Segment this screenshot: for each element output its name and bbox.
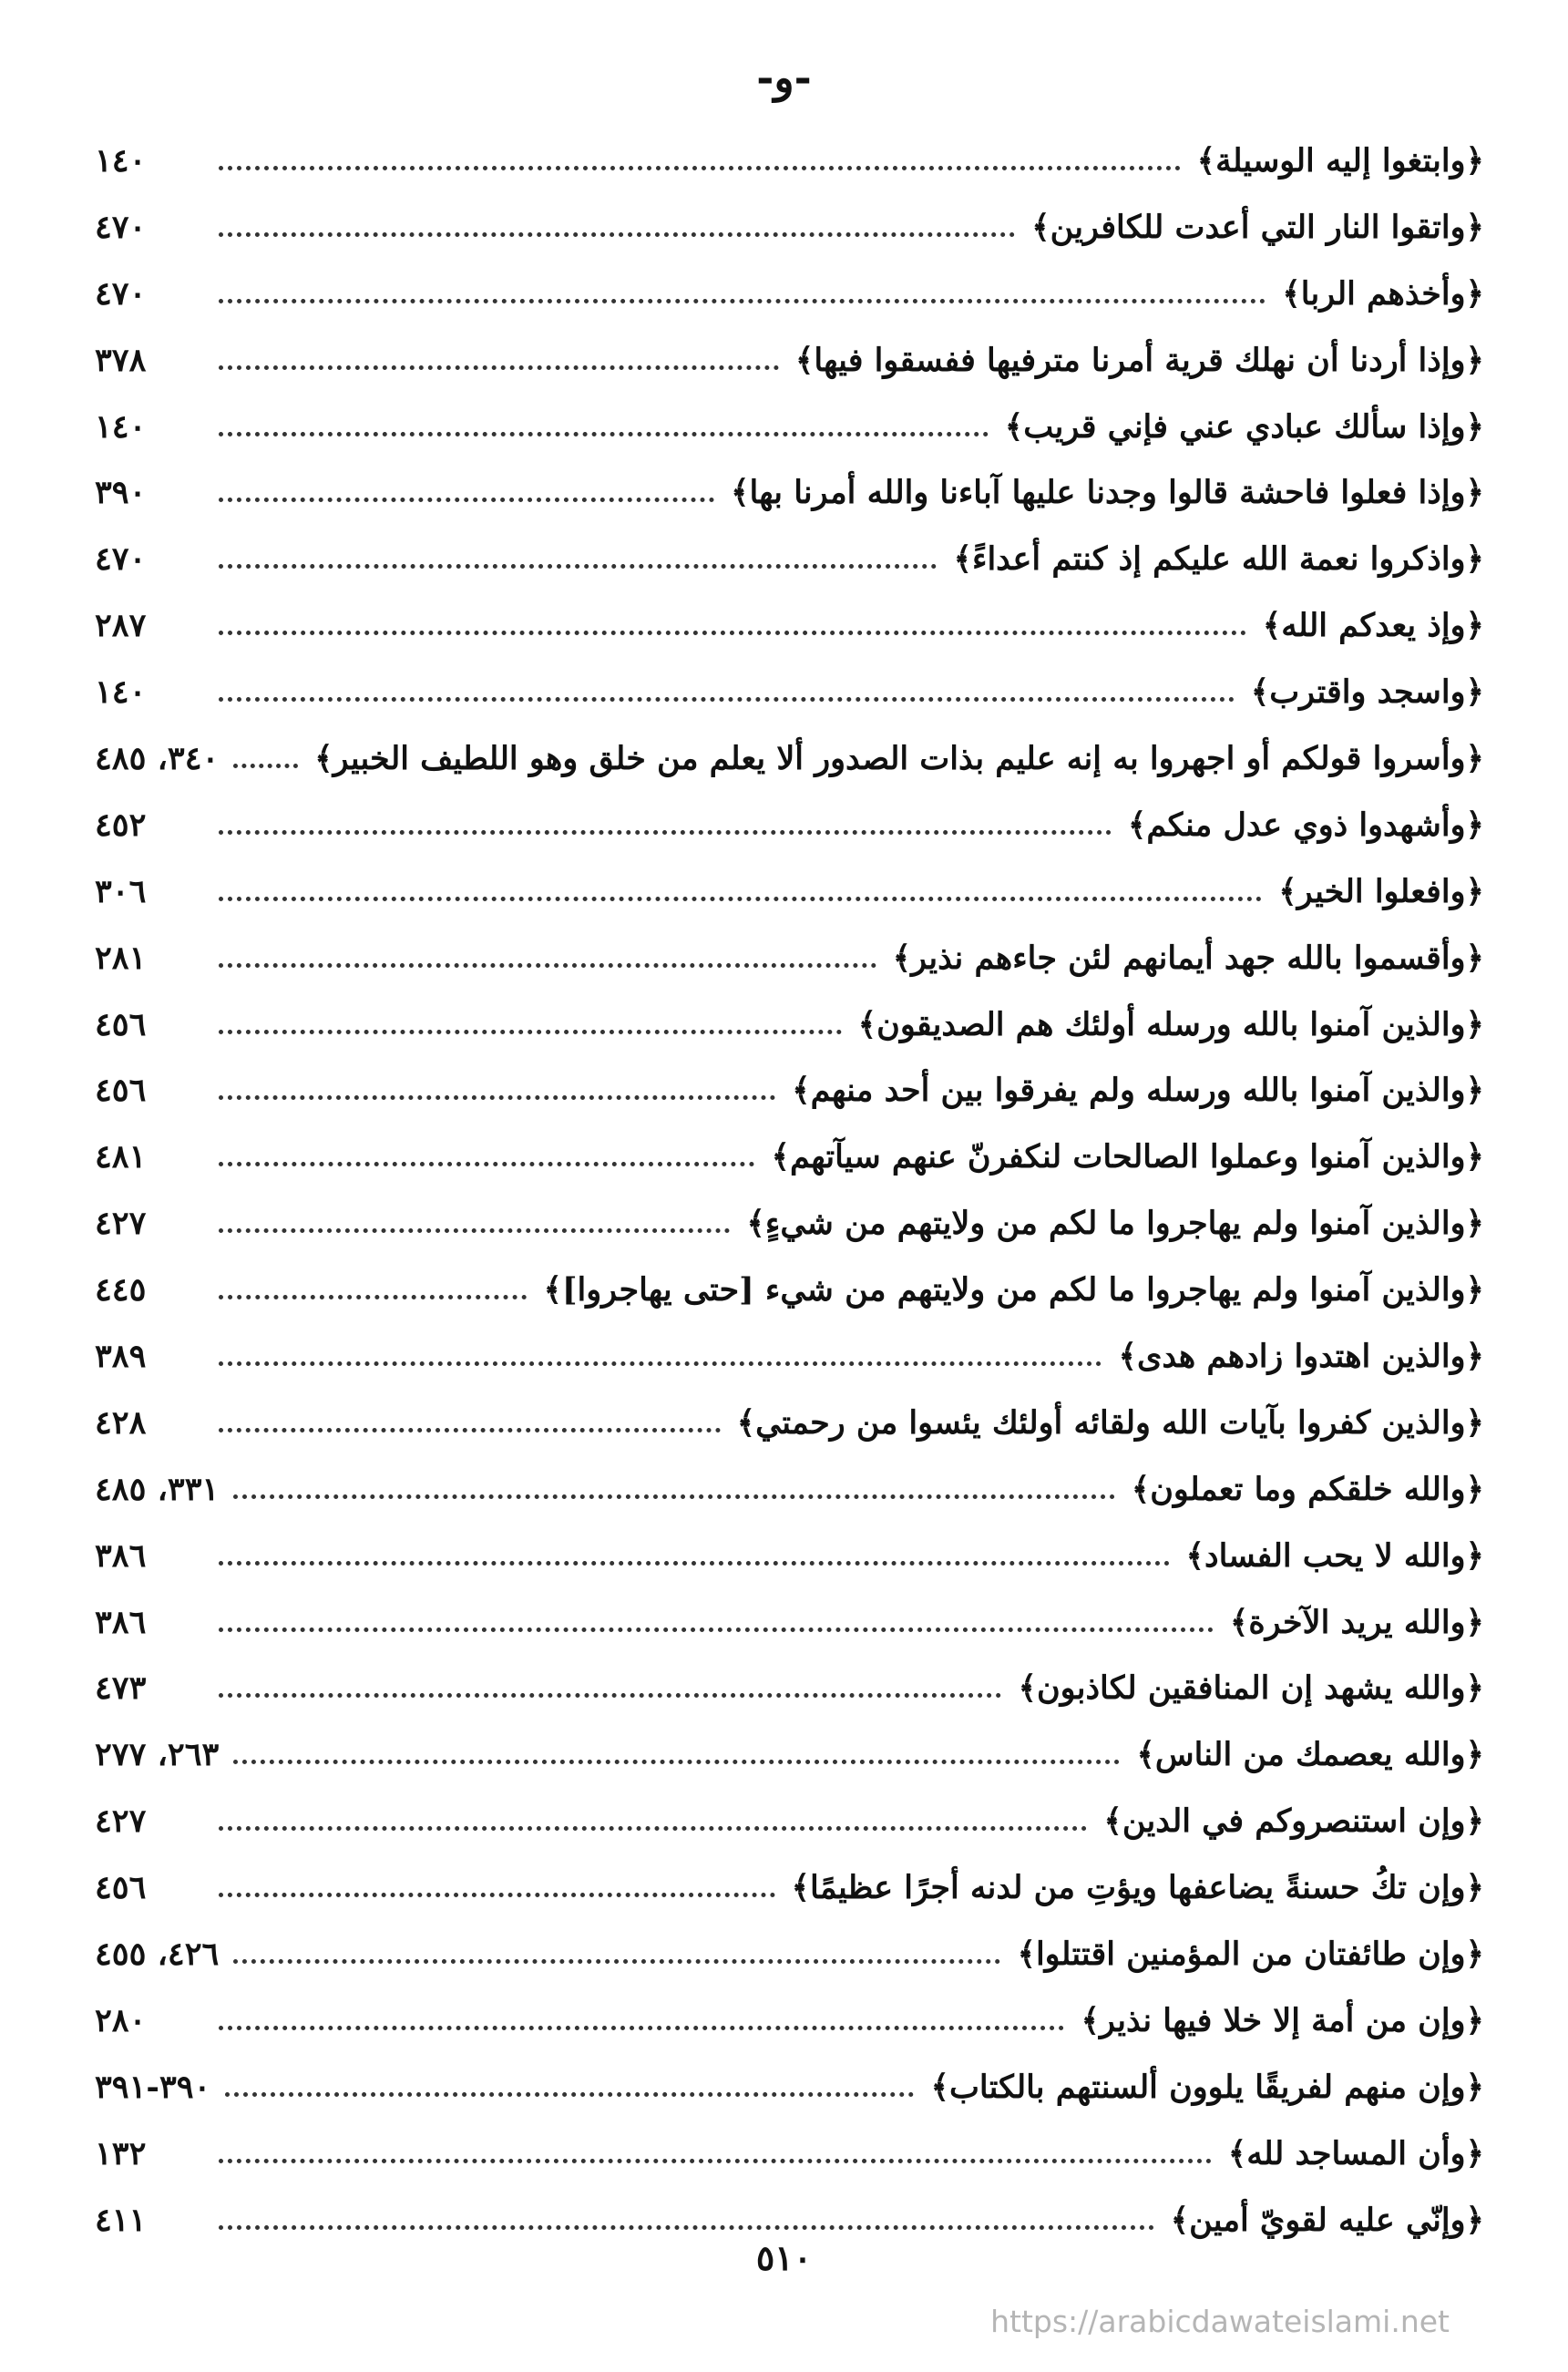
page-reference: ٤٢٧ xyxy=(95,1205,147,1243)
page-reference: ٢٨٧ xyxy=(95,607,147,645)
page-reference: ٤٧٠ xyxy=(95,540,147,579)
dot-leader xyxy=(219,1361,1102,1366)
dot-leader xyxy=(219,2159,1212,2163)
verse-text: ﴿وإذا سألك عبادي عني فإني قريب﴾ xyxy=(1004,407,1484,446)
verse-index-list xyxy=(95,128,1484,2254)
index-entry xyxy=(95,1655,1484,1721)
dot-leader xyxy=(233,764,298,768)
dot-leader xyxy=(219,697,1235,702)
index-entry xyxy=(95,1589,1484,1656)
dot-leader xyxy=(219,2026,1064,2030)
verse-text: ﴿والله يشهد إن المنافقين لكاذبون﴾ xyxy=(1018,1669,1484,1708)
dot-leader xyxy=(225,2092,914,2097)
dot-leader xyxy=(219,564,937,569)
index-entry xyxy=(95,1124,1484,1190)
page-reference: ١٤٠ xyxy=(95,141,147,180)
index-entry xyxy=(95,858,1484,925)
index-entry xyxy=(95,1854,1484,1921)
index-entry xyxy=(95,526,1484,592)
verse-text: ﴿والذين آمنوا ولم يهاجروا ما لكم من ولايتهم من شيءٍ﴾ xyxy=(746,1205,1484,1243)
index-entry xyxy=(95,659,1484,725)
page-reference: ٣٨٦ xyxy=(95,1603,147,1641)
page-reference: ٤٥٦ xyxy=(95,1869,147,1907)
verse-text: ﴿وافعلوا الخير﴾ xyxy=(1278,872,1484,910)
page-reference: ١٣٢ xyxy=(95,2134,147,2172)
index-entry xyxy=(95,459,1484,526)
index-entry xyxy=(95,1390,1484,1456)
verse-text: ﴿وأشهدوا ذوي عدل منكم﴾ xyxy=(1127,806,1484,844)
dot-leader xyxy=(219,365,779,370)
page-reference: ٤٢٨ xyxy=(95,1403,147,1442)
verse-text: ﴿والذين اهتدوا زادهم هدى﴾ xyxy=(1118,1337,1484,1375)
dot-leader xyxy=(219,1893,775,1897)
verse-text: ﴿والذين آمنوا بالله ورسله أولئك هم الصديقون﴾ xyxy=(857,1005,1484,1043)
dot-leader xyxy=(219,1628,1214,1632)
verse-text: ﴿وإن منهم لفريقًا يلوون ألسنتهم بالكتاب﴾ xyxy=(930,2068,1484,2106)
page-reference: ٤٤٥ xyxy=(95,1271,147,1309)
page-reference: ٤٥٦ xyxy=(95,1072,147,1110)
verse-text: ﴿والذين آمنوا بالله ورسله ولم يفرقوا بين أحد منهم﴾ xyxy=(792,1072,1484,1110)
page-reference: ٢٦٣، ٢٧٧ xyxy=(95,1736,220,1774)
page-reference: ١٤٠ xyxy=(95,407,147,446)
verse-text: ﴿وأقسموا بالله جهد أيمانهم لئن جاءهم نذير﴾ xyxy=(892,939,1484,977)
page-reference: ٤٥٦ xyxy=(95,1005,147,1043)
index-entry xyxy=(95,1788,1484,1854)
page-reference: ٤٧٠ xyxy=(95,274,147,313)
index-entry xyxy=(95,1323,1484,1390)
dot-leader xyxy=(233,1494,1114,1499)
page-reference: ٣٩٠-٣٩١ xyxy=(95,2068,211,2106)
verse-text: ﴿والذين كفروا بآيات الله ولقائه أولئك يئسوا من رحمتي﴾ xyxy=(736,1403,1484,1442)
index-entry xyxy=(95,991,1484,1058)
section-letter-heading: -و- xyxy=(756,53,812,102)
page-reference: ٤٧٠ xyxy=(95,208,147,246)
index-entry xyxy=(95,327,1484,394)
dot-leader xyxy=(219,232,1015,237)
index-entry xyxy=(95,261,1484,327)
index-entry xyxy=(95,1523,1484,1589)
verse-text: ﴿والذين آمنوا وعملوا الصالحات لنكفرنّ عنهم سيآتهم﴾ xyxy=(771,1138,1484,1176)
dot-leader xyxy=(219,1693,1001,1698)
verse-text: ﴿وإن تكُ حسنةً يضاعفها ويؤتِ من لدنه أجرًا عظيمًا﴾ xyxy=(791,1869,1484,1907)
verse-text: ﴿وإذ يعدكم الله﴾ xyxy=(1262,607,1484,645)
page-reference: ٣٨٩ xyxy=(95,1337,147,1375)
index-entry xyxy=(95,1921,1484,1987)
dot-leader xyxy=(219,631,1246,635)
page-reference: ٢٨١ xyxy=(95,939,147,977)
index-entry xyxy=(95,725,1484,792)
dot-leader xyxy=(219,1228,730,1233)
index-entry xyxy=(95,128,1484,194)
dot-leader xyxy=(219,299,1266,303)
page-reference: ٣٠٦ xyxy=(95,872,147,910)
watermark-url: https://arabicdawateislami.net xyxy=(990,2304,1450,2339)
index-entry xyxy=(95,394,1484,460)
dot-leader xyxy=(219,1162,754,1166)
verse-text: ﴿والذين آمنوا ولم يهاجروا ما لكم من ولايتهم من شيء [حتى يهاجروا]﴾ xyxy=(543,1271,1484,1309)
index-entry xyxy=(95,1456,1484,1523)
page-reference: ٣٣١، ٤٨٥ xyxy=(95,1470,220,1508)
index-entry xyxy=(95,1987,1484,2054)
page-reference: ٤٧٣ xyxy=(95,1669,147,1708)
page-reference: ٤٥٢ xyxy=(95,806,147,844)
page-reference: ١٤٠ xyxy=(95,673,147,712)
dot-leader xyxy=(233,1959,1000,1964)
verse-text: ﴿واسجد واقترب﴾ xyxy=(1250,673,1484,712)
verse-text: ﴿وأخذهم الربا﴾ xyxy=(1282,274,1484,313)
dot-leader xyxy=(219,963,876,968)
dot-leader xyxy=(219,1095,775,1100)
page-reference: ٤٢٧ xyxy=(95,1802,147,1841)
index-entry xyxy=(95,1257,1484,1323)
index-entry xyxy=(95,194,1484,261)
dot-leader xyxy=(219,498,714,502)
verse-text: ﴿وأن المساجد لله﴾ xyxy=(1227,2134,1484,2172)
verse-text: ﴿والله خلقكم وما تعملون﴾ xyxy=(1131,1470,1484,1508)
page-reference: ٣٤٠، ٤٨٥ xyxy=(95,739,220,777)
verse-text: ﴿وإن من أمة إلا خلا فيها نذير﴾ xyxy=(1081,2001,1484,2039)
dot-leader xyxy=(219,897,1262,901)
page-reference: ٤٨١ xyxy=(95,1138,147,1176)
index-entry xyxy=(95,1190,1484,1257)
page-reference: ٣٧٨ xyxy=(95,341,147,379)
index-entry xyxy=(95,2120,1484,2187)
dot-leader xyxy=(219,1561,1170,1566)
verse-text: ﴿وإذا فعلوا فاحشة قالوا وجدنا عليها آباءنا والله أمرنا بها﴾ xyxy=(730,474,1484,512)
verse-text: ﴿والله يعصمك من الناس﴾ xyxy=(1136,1736,1484,1774)
verse-text: ﴿والله لا يحب الفساد﴾ xyxy=(1185,1536,1484,1575)
index-entry xyxy=(95,1721,1484,1788)
verse-text: ﴿وابتغوا إليه الوسيلة﴾ xyxy=(1196,141,1484,180)
index-entry xyxy=(95,1057,1484,1124)
index-entry xyxy=(95,2054,1484,2120)
verse-text: ﴿واتقوا النار التي أعدت للكافرين﴾ xyxy=(1031,208,1484,246)
index-entry xyxy=(95,792,1484,858)
dot-leader xyxy=(219,1295,527,1299)
verse-text: ﴿والله يريد الآخرة﴾ xyxy=(1229,1603,1484,1641)
page-reference: ٣٩٠ xyxy=(95,474,147,512)
verse-text: ﴿وإنّي عليه لقويّ أمين﴾ xyxy=(1170,2201,1484,2239)
dot-leader xyxy=(219,830,1112,835)
dot-leader xyxy=(219,166,1181,170)
page-reference: ٤١١ xyxy=(95,2201,147,2239)
index-entry xyxy=(95,925,1484,991)
dot-leader xyxy=(219,2225,1154,2230)
verse-text: ﴿وإن استنصروكم في الدين﴾ xyxy=(1103,1802,1484,1841)
page-reference: ٢٨٠ xyxy=(95,2001,147,2039)
verse-text: ﴿وأسروا قولكم أو اجهروا به إنه عليم بذات الصدور ألا يعلم من خلق وهو اللطيف الخبير﴾ xyxy=(314,739,1484,777)
page-reference: ٣٨٦ xyxy=(95,1536,147,1575)
index-entry xyxy=(95,592,1484,659)
dot-leader xyxy=(219,1826,1087,1831)
verse-text: ﴿وإذا أردنا أن نهلك قرية أمرنا مترفيها ففسقوا فيها﴾ xyxy=(794,341,1484,379)
dot-leader xyxy=(219,1030,842,1034)
dot-leader xyxy=(233,1760,1120,1764)
verse-text: ﴿واذكروا نعمة الله عليكم إذ كنتم أعداءً﴾ xyxy=(953,540,1484,579)
page-number: ٥١٠ xyxy=(755,2237,813,2278)
dot-leader xyxy=(219,1428,721,1432)
verse-text: ﴿وإن طائفتان من المؤمنين اقتتلوا﴾ xyxy=(1017,1935,1484,1973)
dot-leader xyxy=(219,432,989,436)
page-reference: ٤٢٦، ٤٥٥ xyxy=(95,1935,220,1973)
